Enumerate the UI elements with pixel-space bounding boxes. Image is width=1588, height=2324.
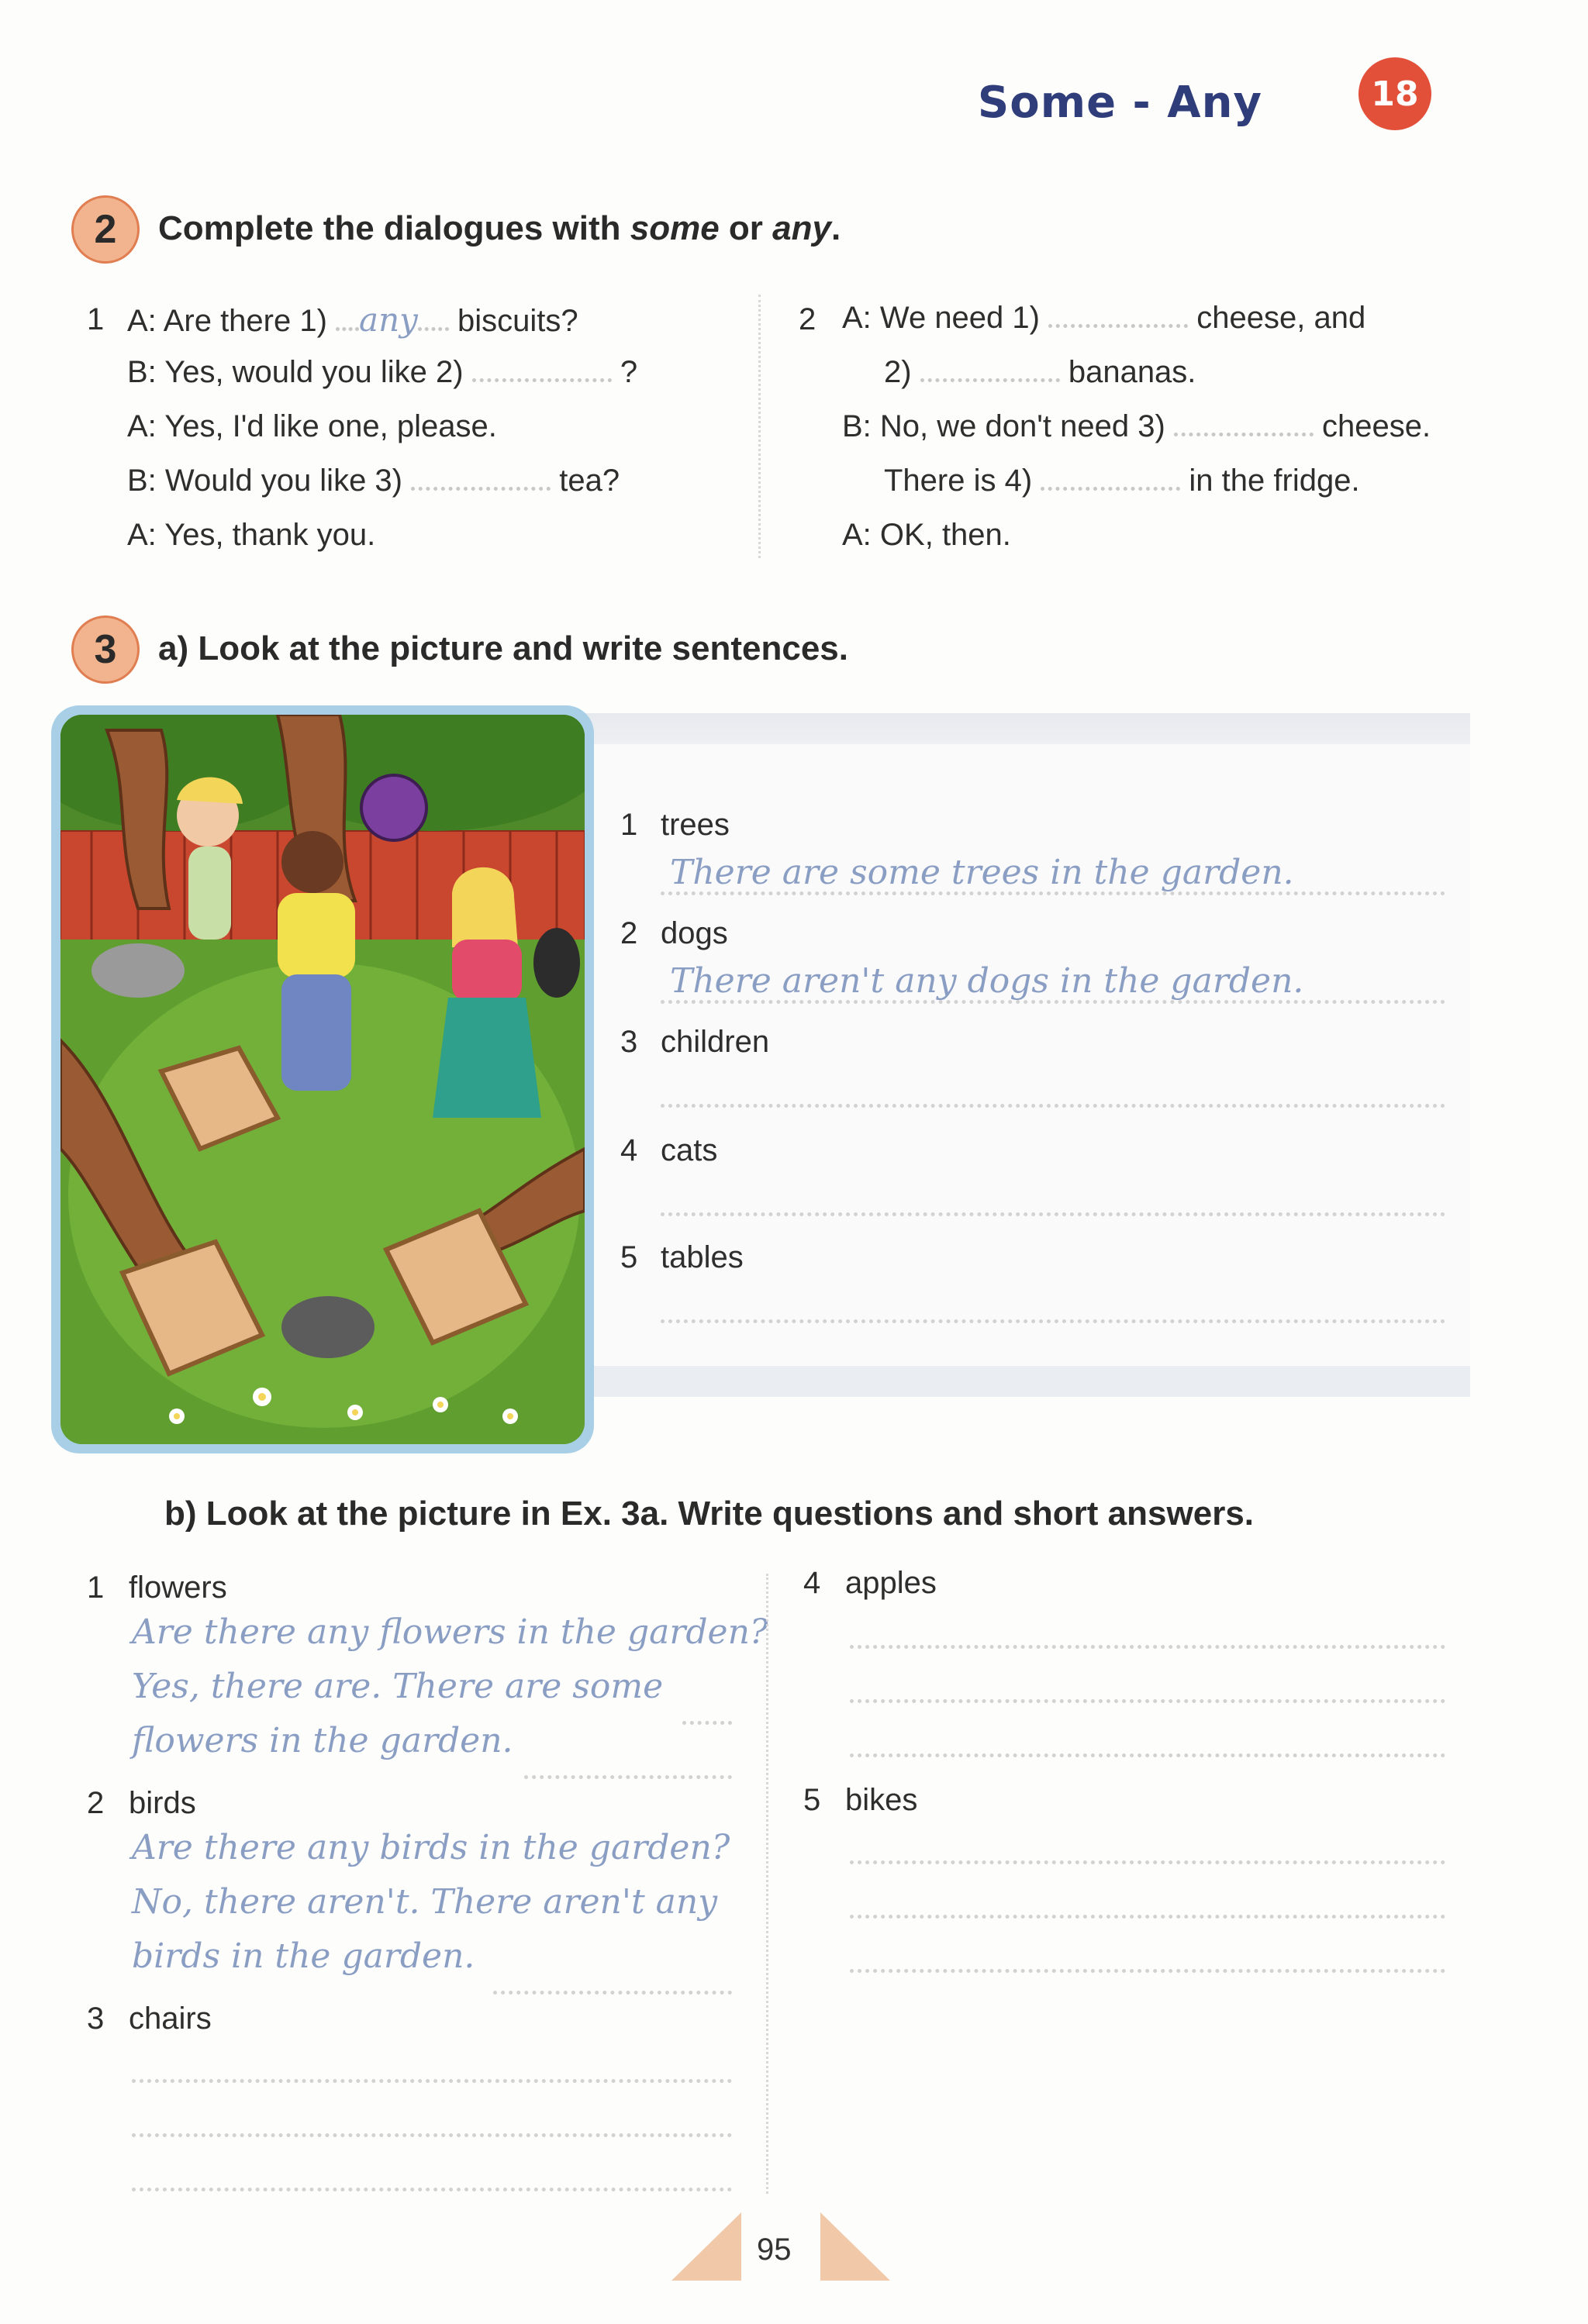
ex3b-item-4-line-3[interactable]	[850, 1753, 1445, 1757]
dialogue-1-line-2	[127, 355, 637, 390]
instruction-end: .	[830, 209, 841, 247]
dialogue-1-line-5	[127, 518, 375, 553]
garden-picture	[60, 715, 585, 1444]
writing-panel-bottom	[574, 1366, 1470, 1397]
speaker: A:	[842, 301, 872, 335]
line-text: Yes, thank you.	[164, 518, 376, 552]
ex3a-item-3-word: children	[661, 1025, 770, 1059]
blank-dots[interactable]	[472, 371, 612, 382]
ex3b-item-3-line-2[interactable]	[132, 2133, 732, 2137]
ex3a-item-2-answer: There aren't any dogs in the garden.	[670, 961, 1304, 1001]
ex3b-item-2-number: 2	[87, 1786, 105, 1820]
exercise-3b-instruction: b) Look at the picture in Ex. 3a. Write questions and short answers.	[164, 1495, 1255, 1533]
ex3b-item-1-line-2: Yes, there are. There are some	[132, 1667, 664, 1706]
ex3a-item-1-word: trees	[661, 808, 730, 842]
column-divider	[758, 295, 761, 558]
ex3b-item-1-line-3: flowers in the garden.	[132, 1721, 513, 1760]
instruction-any: any	[772, 209, 831, 247]
blank-dots[interactable]	[920, 371, 1060, 382]
ex3a-item-5-line[interactable]	[661, 1319, 1445, 1323]
ex3b-item-3-line-1[interactable]	[132, 2079, 732, 2083]
ex3b-item-1-dots-3[interactable]	[524, 1775, 732, 1779]
speaker: A:	[127, 518, 157, 552]
ex3b-item-1-line-1: Are there any flowers in the garden?	[132, 1612, 768, 1652]
page-number: 95	[757, 2233, 792, 2267]
ex3b-item-2-line-3: birds in the garden.	[132, 1936, 475, 1976]
dialogue-2-line-4	[884, 464, 1360, 498]
page-corner-left-icon	[671, 2212, 741, 2281]
ex3b-item-2-word: birds	[129, 1786, 196, 1820]
dialogue-1-number: 1	[87, 302, 105, 336]
line-text: Would you like 3)	[164, 464, 402, 498]
ex3b-item-5-line-3[interactable]	[850, 1969, 1445, 1973]
dialogue-1-line-3	[127, 409, 497, 444]
line-text: OK, then.	[879, 518, 1011, 552]
ex3b-item-3-line-3[interactable]	[132, 2188, 732, 2191]
line-text-after: in the fridge.	[1189, 464, 1360, 498]
ex3b-item-3-word: chairs	[129, 2002, 212, 2036]
ex3a-item-3-number: 3	[620, 1025, 638, 1059]
ex3b-item-4-line-1[interactable]	[850, 1645, 1445, 1649]
page-title: Some - Any	[977, 78, 1262, 128]
exercise-2-badge: 2	[71, 195, 140, 264]
blank-dots[interactable]	[1174, 425, 1314, 436]
ex3b-item-5-number: 5	[803, 1783, 821, 1817]
speaker: B:	[127, 355, 157, 389]
line-text-after: cheese.	[1322, 409, 1431, 443]
ex3a-item-5-word: tables	[661, 1240, 744, 1274]
ex3a-item-1-answer: There are some trees in the garden.	[670, 853, 1294, 892]
speaker: A:	[127, 304, 157, 338]
ex3b-item-1-word: flowers	[129, 1571, 227, 1605]
speaker: A:	[842, 518, 872, 552]
ex3a-item-3-line[interactable]	[661, 1104, 1445, 1108]
blank-dots	[418, 319, 449, 331]
exercise-2-instruction	[158, 209, 841, 248]
speaker: B:	[842, 409, 872, 443]
line-text-after: ?	[620, 355, 638, 389]
instruction-or: or	[719, 209, 773, 247]
blank-dots	[336, 319, 359, 331]
line-text-after: tea?	[559, 464, 620, 498]
instruction-text: Complete the dialogues with	[158, 209, 630, 247]
speaker: B:	[127, 464, 157, 498]
unit-badge: 18	[1358, 57, 1431, 130]
ex3a-item-2-number: 2	[620, 916, 638, 950]
dialogue-1-line-4	[127, 464, 620, 498]
line-text: Yes, would you like 2)	[164, 355, 464, 389]
writing-panel-top	[574, 713, 1470, 744]
column-divider-3b	[766, 1574, 768, 2194]
handwritten-answer: any	[359, 301, 418, 339]
ex3b-item-2-line-2: No, there aren't. There aren't any	[132, 1882, 718, 1922]
line-text-after: cheese, and	[1196, 301, 1366, 335]
line-text: We need 1)	[879, 301, 1040, 335]
blank-dots[interactable]	[411, 479, 551, 491]
speaker: A:	[127, 409, 157, 443]
dialogue-2-number: 2	[799, 302, 816, 336]
line-text: 2)	[884, 355, 912, 389]
line-text: Yes, I'd like one, please.	[164, 409, 497, 443]
ex3a-item-5-number: 5	[620, 1240, 638, 1274]
line-text-after: biscuits?	[457, 304, 578, 338]
ex3b-item-1-dots-2[interactable]	[682, 1721, 732, 1725]
ex3b-item-4-number: 4	[803, 1566, 821, 1600]
ex3b-item-5-line-1[interactable]	[850, 1860, 1445, 1864]
dialogue-2-line-5	[842, 518, 1011, 553]
line-text: There is 4)	[884, 464, 1033, 498]
ex3b-item-4-line-2[interactable]	[850, 1699, 1445, 1703]
instruction-some: some	[630, 209, 720, 247]
ex3a-item-1-number: 1	[620, 808, 638, 842]
dialogue-1-line-1	[127, 301, 578, 339]
ex3b-item-4-word: apples	[845, 1566, 937, 1600]
page-corner-right-icon	[820, 2212, 890, 2281]
ex3b-item-5-line-2[interactable]	[850, 1915, 1445, 1919]
line-text: No, we don't need 3)	[879, 409, 1165, 443]
ex3b-item-5-word: bikes	[845, 1783, 918, 1817]
line-text: Are there 1)	[163, 304, 327, 338]
ex3b-item-2-dots-3[interactable]	[493, 1991, 732, 1995]
ex3a-item-4-word: cats	[661, 1133, 718, 1167]
ex3b-item-2-line-1: Are there any birds in the garden?	[132, 1828, 730, 1867]
line-text-after: bananas.	[1068, 355, 1196, 389]
exercise-3a-instruction: a) Look at the picture and write sentences.	[158, 629, 848, 667]
dialogue-2-line-3	[842, 409, 1431, 444]
ex3a-item-2-word: dogs	[661, 916, 728, 950]
garden-illustration	[60, 715, 585, 1444]
ex3a-item-4-line[interactable]	[661, 1212, 1445, 1216]
garden-picture-frame	[51, 705, 594, 1453]
blank-dots[interactable]	[1048, 316, 1188, 328]
exercise-3-badge: 3	[71, 615, 140, 684]
ex3a-item-4-number: 4	[620, 1133, 638, 1167]
dialogue-2-line-1	[842, 301, 1365, 336]
dialogue-2-line-2	[884, 355, 1196, 390]
ex3b-item-1-number: 1	[87, 1571, 105, 1605]
blank-dots[interactable]	[1041, 479, 1180, 491]
ex3b-item-3-number: 3	[87, 2002, 105, 2036]
